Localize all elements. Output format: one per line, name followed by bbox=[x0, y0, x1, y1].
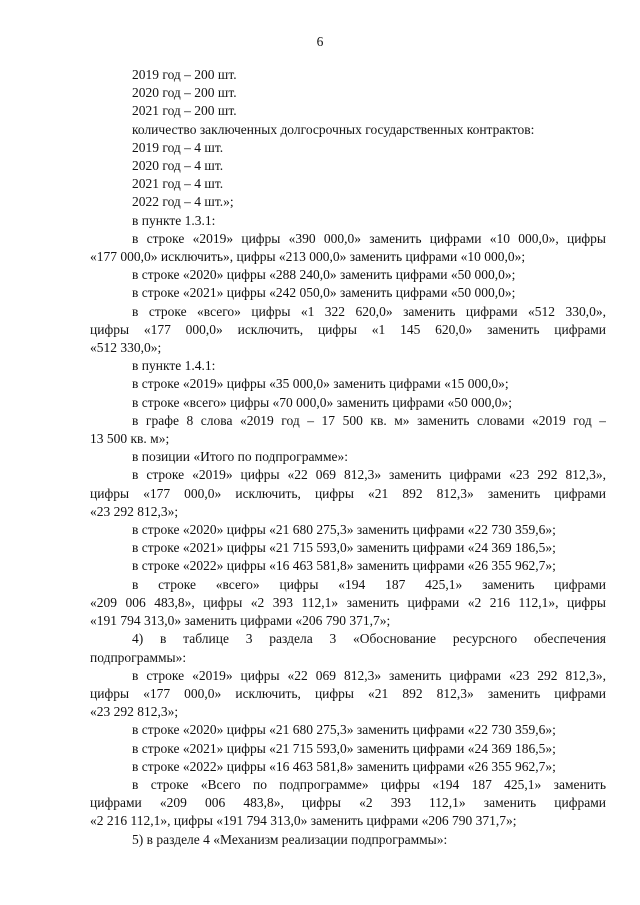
text-line: в строке «2022» цифры «16 463 581,8» заменить цифрами «26 355 962,7»; bbox=[132, 558, 556, 574]
text-line: «512 330,0»; bbox=[90, 340, 162, 356]
text-line: «191 794 313,0» заменить цифрами «206 790 371,7»; bbox=[90, 613, 391, 629]
text-line: в строке «всего» цифры «70 000,0» заменить цифрами «50 000,0»; bbox=[132, 394, 513, 410]
text-line: количество заключенных долгосрочных государственных контрактов: bbox=[132, 121, 535, 137]
text-line: цифры «177 000,0» исключить, цифры «1 145 620,0» заменить цифрами bbox=[90, 321, 606, 337]
text-line: в строке «всего» цифры «1 322 620,0» заменить цифрами «512 330,0», bbox=[132, 303, 606, 319]
text-line: 2019 год – 200 шт. bbox=[132, 67, 237, 82]
document-body bbox=[90, 66, 606, 849]
text-line: в строке «всего» цифры «194 187 425,1» заменить цифрами bbox=[132, 576, 606, 592]
text-line: цифрами «209 006 483,8», цифры «2 393 112,1» заменить цифрами bbox=[90, 795, 606, 811]
text-line: 2020 год – 200 шт. bbox=[132, 85, 237, 101]
text-line: в строке «2020» цифры «21 680 275,3» заменить цифрами «22 730 359,6»; bbox=[132, 722, 556, 738]
text-line: «23 292 812,3»; bbox=[90, 704, 179, 720]
text-line: в строке «2022» цифры «16 463 581,8» заменить цифрами «26 355 962,7»; bbox=[132, 758, 556, 774]
text-line: в строке «2021» цифры «21 715 593,0» заменить цифрами «24 369 186,5»; bbox=[132, 740, 556, 756]
text-line: 2021 год – 200 шт. bbox=[132, 103, 237, 119]
text-line: 2022 год – 4 шт.»; bbox=[132, 194, 234, 210]
text-line: «177 000,0» исключить», цифры «213 000,0» заменить цифрами «10 000,0»; bbox=[90, 249, 526, 265]
text-line: в строке «2019» цифры «35 000,0» заменить цифрами «15 000,0»; bbox=[132, 376, 509, 392]
text-line: в строке «2019» цифры «22 069 812,3» заменить цифрами «23 292 812,3», bbox=[132, 667, 606, 683]
page-number: 6 bbox=[316, 34, 324, 49]
text-line: в строке «Всего по подпрограмме» цифры «194 187 425,1» заменить bbox=[132, 776, 606, 792]
text-line: в строке «2021» цифры «242 050,0» заменить цифрами «50 000,0»; bbox=[132, 285, 516, 301]
text-line: в строке «2019» цифры «22 069 812,3» заменить цифрами «23 292 812,3», bbox=[132, 467, 606, 483]
text-line: «2 216 112,1», цифры «191 794 313,0» заменить цифрами «206 790 371,7»; bbox=[90, 813, 517, 829]
text-line: в строке «2020» цифры «288 240,0» заменить цифрами «50 000,0»; bbox=[132, 267, 516, 283]
text-line: в строке «2019» цифры «390 000,0» заменить цифрами «10 000,0», цифры bbox=[132, 230, 606, 246]
text-line: 2020 год – 4 шт. bbox=[132, 158, 224, 174]
text-line: «209 006 483,8», цифры «2 393 112,1» заменить цифрами «2 216 112,1», цифры bbox=[90, 594, 606, 610]
text-line: в строке «2021» цифры «21 715 593,0» заменить цифрами «24 369 186,5»; bbox=[132, 540, 556, 556]
text-line: подпрограммы»: bbox=[90, 649, 187, 665]
text-line: 4) в таблице 3 раздела 3 «Обоснование ресурсного обеспечения bbox=[132, 631, 606, 647]
text-line: в позиции «Итого по подпрограмме»: bbox=[132, 449, 349, 465]
text-line: 2019 год – 4 шт. bbox=[132, 139, 224, 155]
text-line: цифры «177 000,0» исключить, цифры «21 892 812,3» заменить цифрами bbox=[90, 485, 606, 501]
text-line: 5) в разделе 4 «Механизм реализации подпрограммы»: bbox=[132, 831, 448, 847]
text-line: 2021 год – 4 шт. bbox=[132, 176, 224, 192]
text-line: в пункте 1.3.1: bbox=[132, 212, 216, 228]
text-line: в строке «2020» цифры «21 680 275,3» заменить цифрами «22 730 359,6»; bbox=[132, 522, 556, 538]
text-line: в пункте 1.4.1: bbox=[132, 358, 216, 374]
text-line: «23 292 812,3»; bbox=[90, 503, 179, 519]
text-line: 13 500 кв. м»; bbox=[90, 431, 170, 447]
text-line: цифры «177 000,0» исключить, цифры «21 892 812,3» заменить цифрами bbox=[90, 685, 606, 701]
text-line: в графе 8 слова «2019 год – 17 500 кв. м» заменить словами «2019 год – bbox=[132, 412, 606, 428]
